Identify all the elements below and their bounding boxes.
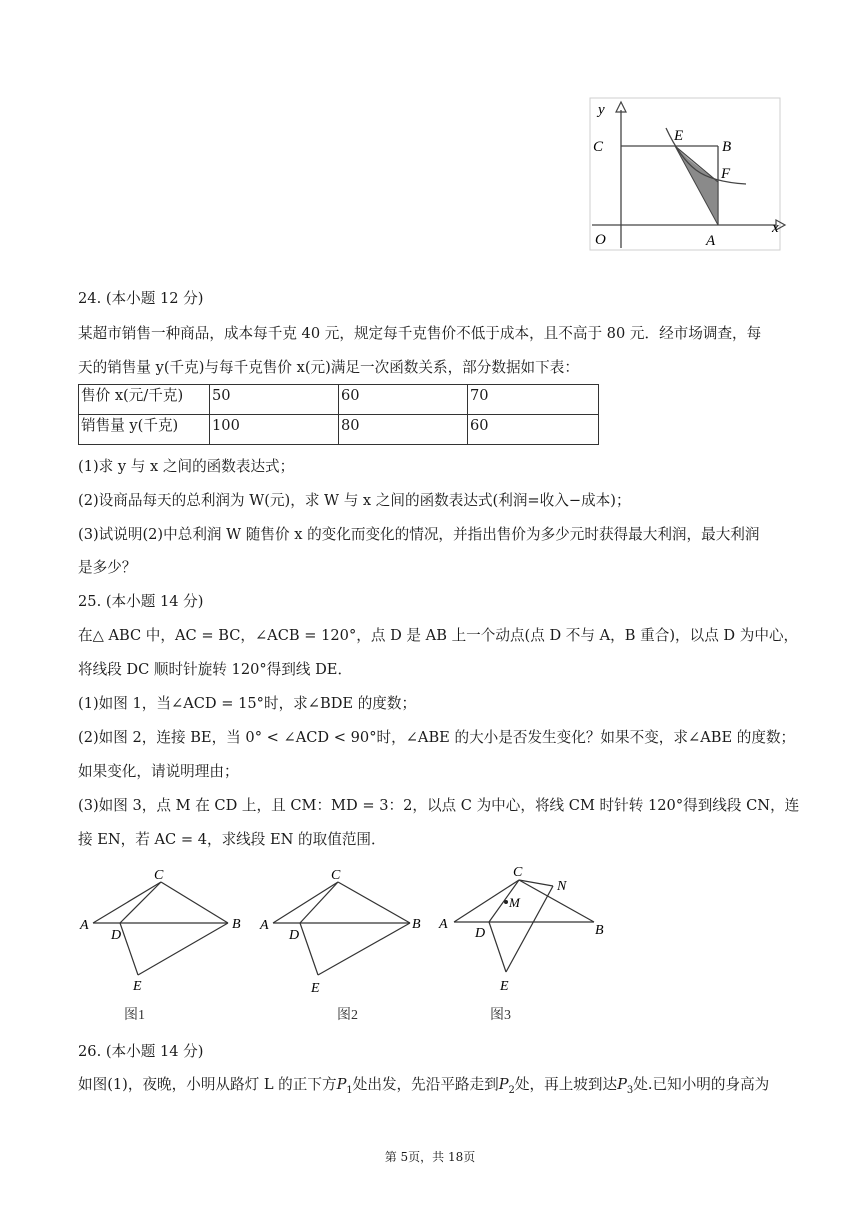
- sales-table: [78, 384, 599, 445]
- fig3-label-e: E: [500, 979, 509, 994]
- q26-p1-sub: 1: [346, 1084, 353, 1096]
- q24-heading: 24. (本小题 12 分): [78, 290, 204, 307]
- q25-line-3: (1)如图 1，当∠ACD = 15°时，求∠BDE 的度数；: [78, 695, 417, 712]
- q25-figure-1: [78, 864, 248, 1026]
- q24-part-1: (1)求 y 与 x 之间的函数表达式；: [78, 458, 295, 475]
- fig2-label-d: D: [289, 928, 300, 943]
- label-o: O: [595, 232, 606, 248]
- q26-heading: 26. (本小题 14 分): [78, 1043, 204, 1060]
- q26-p3-sub: 3: [626, 1084, 634, 1096]
- label-b: B: [722, 139, 732, 155]
- table-cell: 80: [339, 415, 468, 445]
- q26-p1: P: [336, 1076, 347, 1093]
- fig3-label-a: A: [439, 917, 448, 932]
- fig2-label-c: C: [331, 868, 341, 883]
- q26-p3: P: [617, 1076, 627, 1093]
- table-cell: 50: [210, 385, 339, 415]
- q23-graph: [588, 96, 788, 256]
- q25-line-4: (2)如图 2，连接 BE，当 0° < ∠ACD < 90°时，∠ABE 的大小是否发生变化？如果不变，求∠ABE 的度数；: [78, 729, 796, 746]
- table-row: [79, 385, 599, 415]
- fig2-label-e: E: [311, 981, 320, 996]
- fig1-label-a: A: [80, 918, 89, 933]
- q25-line-1: 在△ ABC 中，AC = BC，∠ACB = 120°，点 D 是 AB 上一个动点(点 D 不与 A，B 重合)，以点 D 为中心，: [78, 627, 799, 644]
- fig1-label-d: D: [111, 928, 122, 943]
- fig1-caption: 图1: [124, 1008, 145, 1023]
- label-c: C: [593, 139, 604, 155]
- fig3-label-c: C: [513, 865, 523, 880]
- q25-heading: 25. (本小题 14 分): [78, 593, 204, 610]
- fig3-label-m: M: [509, 895, 520, 910]
- fig3-caption: 图3: [490, 1008, 511, 1023]
- q25-figure-3: [434, 858, 616, 1026]
- q26-text-a: 如图(1)，夜晚，小明从路灯 L 的正下方: [78, 1076, 337, 1093]
- q26-text-b: 处出发，先沿平路走到: [352, 1076, 499, 1093]
- q26-p2-sub: 2: [508, 1084, 515, 1096]
- label-e: E: [674, 128, 684, 144]
- table-cell: 售价 x(元/千克): [79, 385, 210, 415]
- fig1-label-b: B: [232, 917, 241, 932]
- q25-line-5: 如果变化，请说明理由；: [78, 763, 239, 780]
- q26-p2: P: [498, 1076, 509, 1093]
- q26-line-1: [78, 1075, 790, 1101]
- label-y: y: [598, 102, 605, 118]
- fig1-label-e: E: [133, 979, 142, 994]
- table-cell: 100: [210, 415, 339, 445]
- label-x: x: [772, 220, 779, 236]
- q24-part-3-cont: 是多少？: [78, 559, 137, 576]
- q24-part-3: (3)试说明(2)中总利润 W 随售价 x 的变化而变化的情况，并指出售价为多少元时获得最大利润，最大利润: [78, 526, 760, 543]
- fig2-caption: 图2: [337, 1008, 358, 1023]
- fig3-label-n: N: [557, 879, 567, 894]
- q26-text-c: 处，再上坡到达: [514, 1076, 618, 1093]
- label-f: F: [721, 166, 731, 182]
- point-m: [504, 900, 508, 904]
- table-cell: 60: [339, 385, 468, 415]
- q24-line-1: 某超市销售一种商品，成本每千克 40 元，规定每千克售价不低于成本，且不高于 80 元．经市场调查，每: [78, 325, 762, 342]
- table-cell: 销售量 y(千克): [79, 415, 210, 445]
- table-cell: 60: [468, 415, 599, 445]
- table-row: [79, 415, 599, 445]
- q25-line-7: 接 EN，若 AC = 4，求线段 EN 的取值范围．: [78, 831, 386, 848]
- q24-part-2: (2)设商品每天的总利润为 W(元)，求 W 与 x 之间的函数表达式(利润=收入−成本)；: [78, 492, 631, 509]
- table-cell: 70: [468, 385, 599, 415]
- q26-text-d: 处.已知小明的身高为: [633, 1076, 770, 1093]
- fig2-label-a: A: [260, 918, 269, 933]
- fig1-label-c: C: [154, 868, 164, 883]
- q25-line-2: 将线段 DC 顺时针旋转 120°得到线 DE．: [78, 661, 353, 678]
- q25-figure-2: [256, 864, 432, 1026]
- fig3-label-d: D: [475, 926, 486, 941]
- page-footer: 第 5页，共 18页: [384, 1150, 476, 1164]
- fig3-label-b: B: [595, 923, 604, 938]
- shaded-region: [675, 146, 718, 225]
- fig2-label-b: B: [412, 917, 421, 932]
- q25-line-6: (3)如图 3，点 M 在 CD 上，且 CM：MD = 3：2，以点 C 为中心，将线 CM 时针转 120°得到线段 CN，连: [78, 797, 800, 814]
- q24-line-2: 天的销售量 y(千克)与每千克售价 x(元)满足一次函数关系，部分数据如下表：: [78, 359, 579, 376]
- label-a: A: [706, 233, 716, 249]
